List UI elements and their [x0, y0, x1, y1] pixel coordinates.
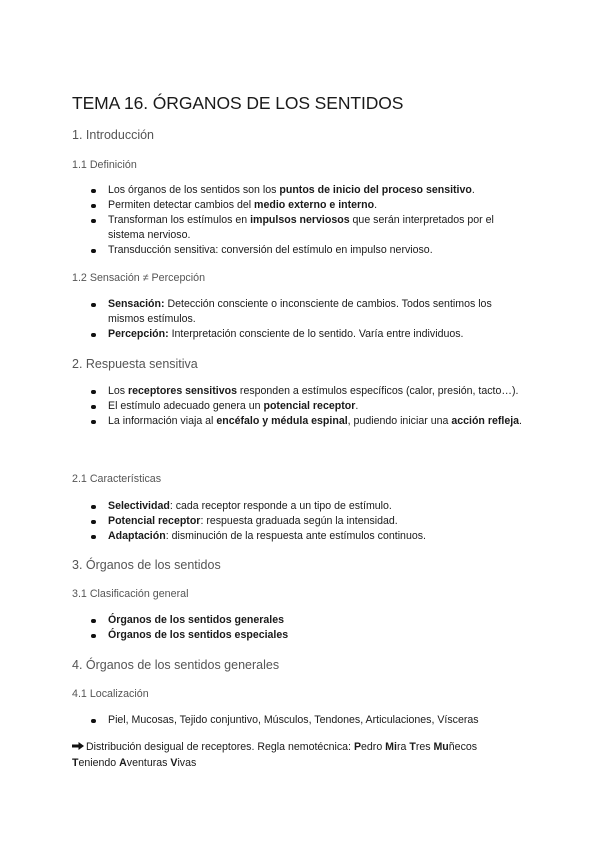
list-item: Piel, Mucosas, Tejido conjuntivo, Músculos, Tendones, Articulaciones, Vísceras	[88, 713, 526, 728]
list-item: Percepción: Interpretación consciente de lo sentido. Varía entre individuos.	[88, 327, 526, 342]
definicion-list	[88, 183, 526, 258]
list-item: Transforman los estímulos en impulsos nerviosos que serán interpretados por el sistema nervioso.	[88, 213, 526, 243]
subheading-definicion: 1.1 Definición	[72, 159, 137, 171]
page-title: TEMA 16. ÓRGANOS DE LOS SENTIDOS	[72, 93, 404, 113]
subheading-localizacion: 4.1 Localización	[72, 688, 149, 700]
respuesta-list	[88, 384, 526, 429]
heading-introduccion: 1. Introducción	[72, 128, 154, 142]
list-item: Órganos de los sentidos especiales	[88, 628, 526, 643]
list-item: Los órganos de los sentidos son los puntos de inicio del proceso sensitivo.	[88, 183, 526, 198]
list-item: Órganos de los sentidos generales	[88, 613, 526, 628]
heading-respuesta-sensitiva: 2. Respuesta sensitiva	[72, 357, 198, 371]
subheading-sensacion-percepcion: 1.2 Sensación ≠ Percepción	[72, 272, 206, 284]
heading-organos-sentidos: 3. Órganos de los sentidos	[72, 558, 221, 572]
list-item: Permiten detectar cambios del medio externo e interno.	[88, 198, 526, 213]
list-item: Sensación: Detección consciente o inconsciente de cambios. Todos sentimos los mismos estímulos.	[88, 297, 526, 327]
mnemonic-note: Distribución desigual de receptores. Regla nemotécnica: Pedro Mira Tres Muñecos Teniendo Aventuras Vivas	[72, 741, 478, 769]
list-item: Selectividad: cada receptor responde a un tipo de estímulo.	[88, 499, 526, 514]
caracteristicas-list	[88, 499, 526, 544]
subheading-caracteristicas: 2.1 Características	[72, 473, 162, 485]
list-item: Adaptación: disminución de la respuesta ante estímulos continuos.	[88, 529, 526, 544]
localizacion-list	[88, 713, 526, 728]
subheading-clasificacion: 3.1 Clasificación general	[72, 588, 189, 600]
list-item: Los receptores sensitivos responden a estímulos específicos (calor, presión, tacto…).	[88, 384, 526, 399]
list-item: El estímulo adecuado genera un potencial receptor.	[88, 399, 526, 414]
heading-sentidos-generales: 4. Órganos de los sentidos generales	[72, 658, 280, 672]
list-item: Transducción sensitiva: conversión del estímulo en impulso nervioso.	[88, 243, 526, 258]
list-item: La información viaja al encéfalo y médula espinal, pudiendo iniciar una acción refleja.	[88, 414, 526, 429]
right-arrow-icon	[72, 742, 84, 750]
clasificacion-list	[88, 613, 526, 643]
sensacion-list	[88, 297, 526, 342]
list-item: Potencial receptor: respuesta graduada según la intensidad.	[88, 514, 526, 529]
